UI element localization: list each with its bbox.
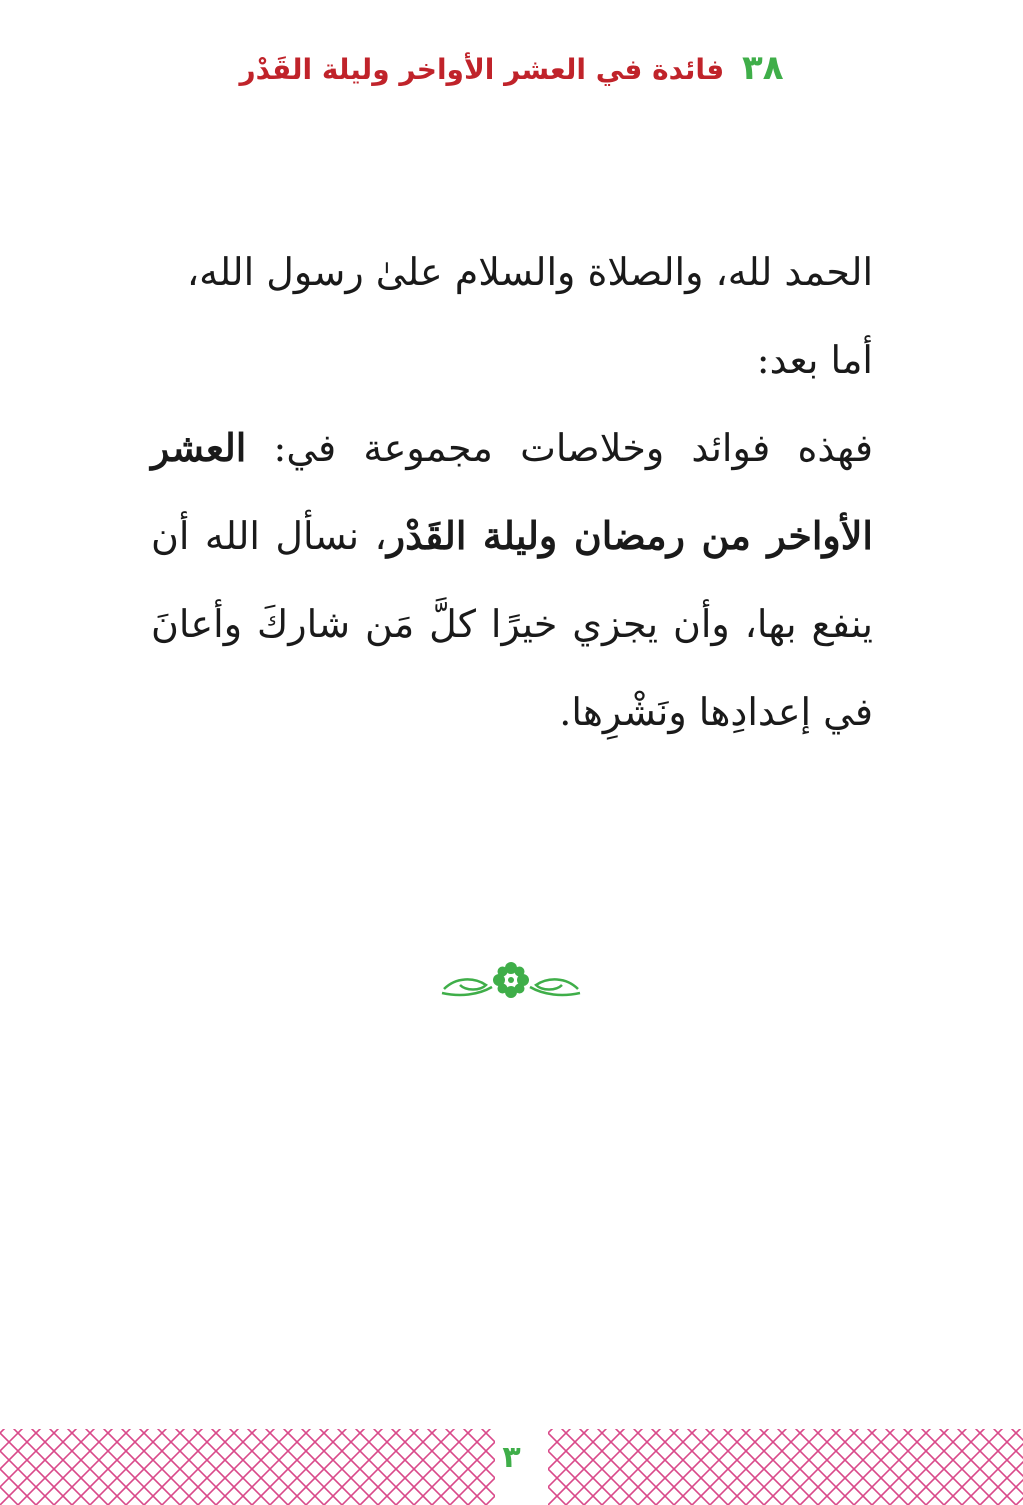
paragraph-opening: الحمد لله، والصلاة والسلام علىٰ رسول الله، (186, 250, 873, 294)
intro-bold-title: العشر الأواخر من رمضان وليلة القَدْر (151, 425, 873, 558)
paragraph-amma-baad: أما بعد: (756, 338, 873, 382)
flower-ornament-icon (436, 955, 586, 1005)
paragraph-intro (151, 404, 873, 756)
main-text (151, 228, 873, 756)
running-header (0, 48, 1023, 88)
header-title: فائدة في العشر الأواخر وليلة القَدْر (239, 53, 725, 86)
header-number: ٣٨ (741, 48, 784, 88)
intro-start: فهذه فوائد وخلاصات مجموعة في: (246, 426, 873, 470)
intro-end: ، نسأل الله أن ينفع بها، وأن يجزي خيرًا كلَّ مَن شاركَ وأعانَ في إعدادِها ونَشْرِها. (151, 514, 873, 734)
page-number: ٣ (502, 1440, 521, 1475)
